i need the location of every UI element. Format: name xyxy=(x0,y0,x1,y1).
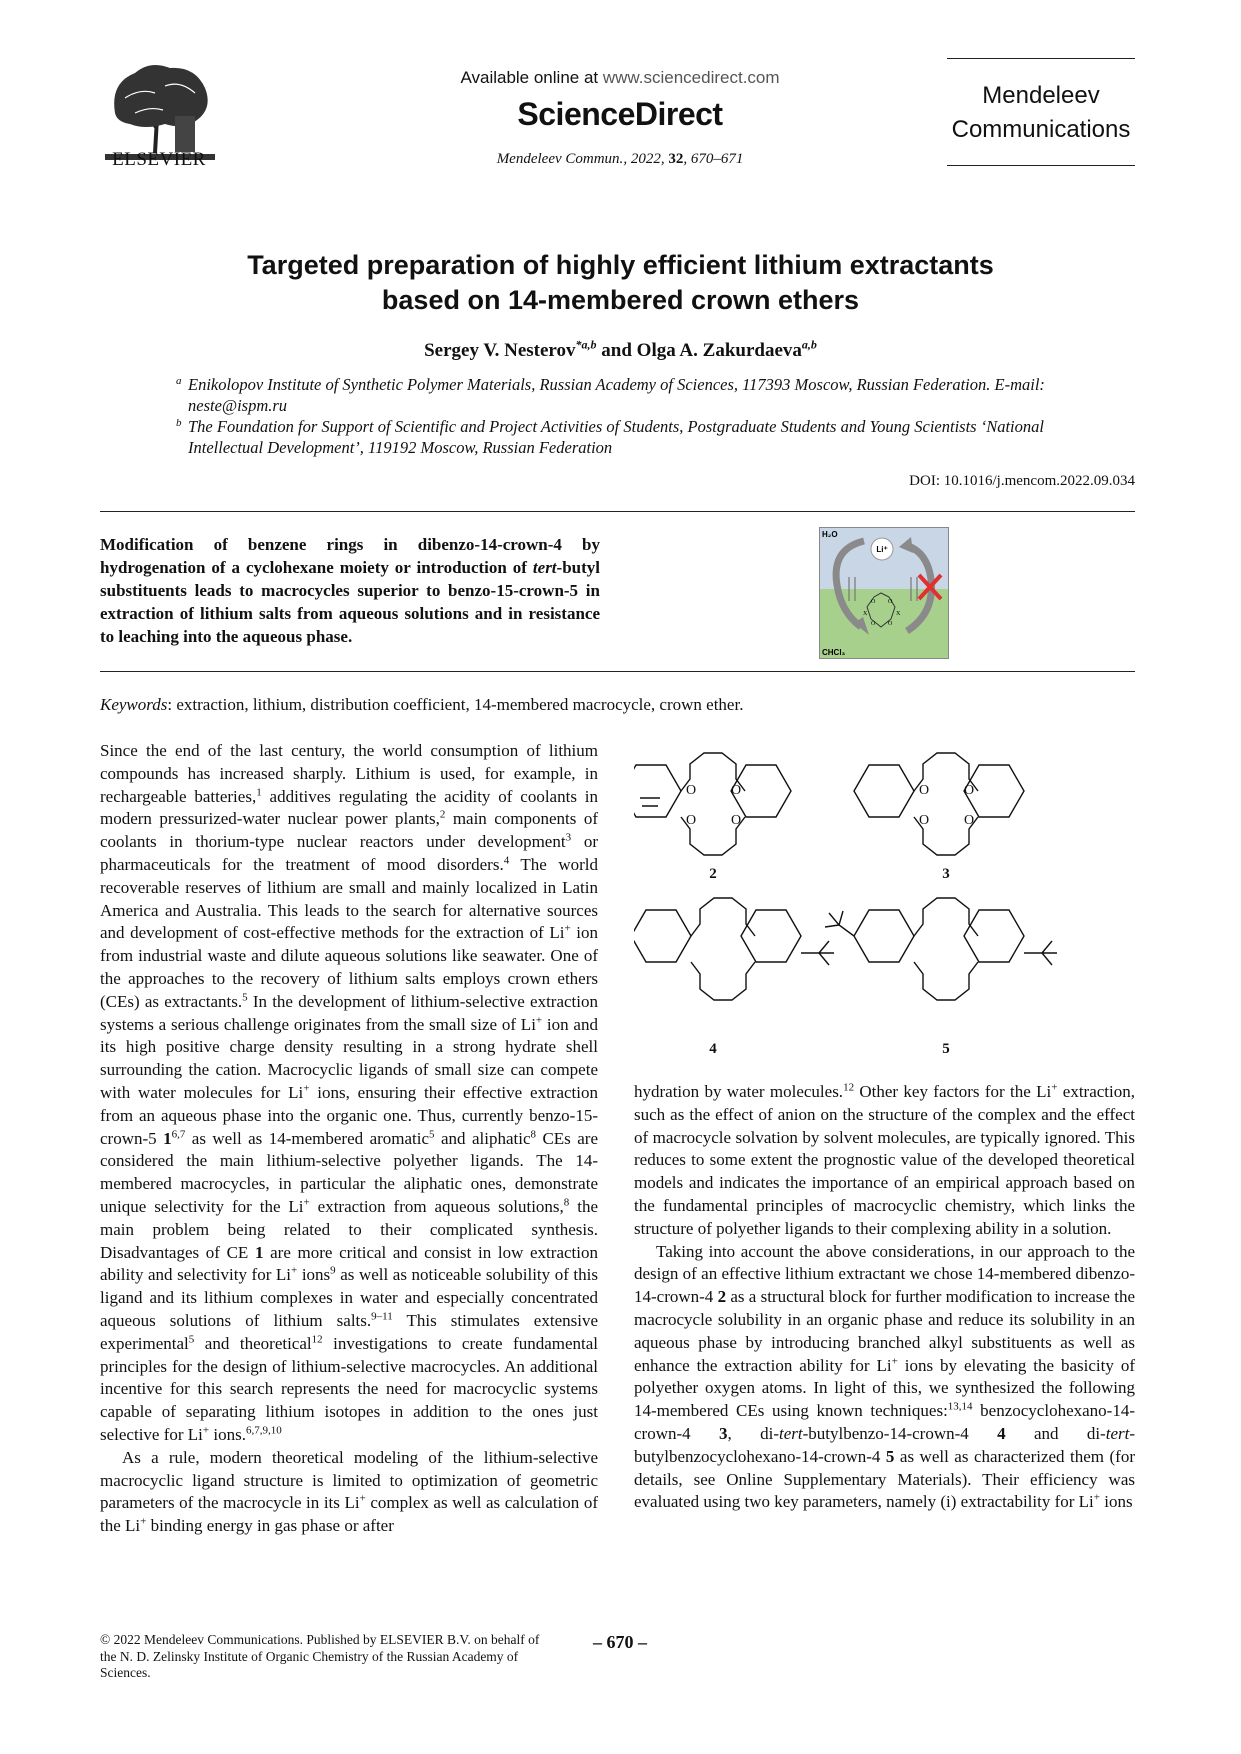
text-run: or pharmaceuticals for the treatment of mood disorders. xyxy=(100,832,598,874)
author-affiliation-marks: a,b xyxy=(801,337,817,352)
atom-o: O xyxy=(686,783,697,798)
atom-o: O xyxy=(964,783,975,798)
publisher-logo-text: ELSEVIER xyxy=(112,149,206,170)
text-run: and aliphatic xyxy=(434,1128,531,1148)
text-run: ions xyxy=(297,1265,331,1285)
text-run: The world recoverable reserves of lithium are small and mainly localized in Latin America and Australia. This leads to the search for alternative sources and development of cost-effective methods for the extraction of Li xyxy=(100,854,598,943)
citation-superscript: + xyxy=(291,1264,298,1277)
citation-line xyxy=(380,151,860,168)
citation-journal: Mendeleev Commun. xyxy=(496,151,624,167)
text-run: as a structural block for further modification to increase the macrocycle solubility in an organic phase and reduce its solubility in an aqueous phase by introducing branched alkyl substituents as well as enhance the extraction ability for Li xyxy=(634,1287,1135,1375)
citation-year: , 2022, xyxy=(623,151,669,167)
citation-superscript: 9–11 xyxy=(371,1310,393,1323)
keywords-label: Keywords xyxy=(100,695,168,714)
compound-label: 4 xyxy=(709,1041,717,1057)
paragraph xyxy=(634,1241,1135,1515)
text-run: ions, ensuring their effective extraction from an aqueous phase into the organic one. Thus, currently benzo-15-crown-5 xyxy=(100,1082,598,1148)
ga-atom-o: O xyxy=(871,621,876,627)
text-run: hydration by water molecules. xyxy=(634,1082,844,1101)
ga-atom-o: O xyxy=(888,621,893,627)
text-run: binding energy in gas phase or after xyxy=(146,1516,394,1536)
text-run: additives regulating the acidity of coolants in modern pressurized-water nuclear power plants, xyxy=(100,786,598,829)
citation-pages: , 670–671 xyxy=(683,151,744,167)
available-prefix: Available online at xyxy=(460,68,599,87)
compound-label: 2 xyxy=(709,866,717,882)
compound-number: 4 xyxy=(997,1423,1006,1443)
graphical-abstract-image xyxy=(819,527,949,659)
author-line xyxy=(140,337,1101,362)
citation-superscript: + xyxy=(564,922,571,935)
text-run: ions by elevating the basicity of polyether oxygen atoms. In light of this, we synthesized the following 14-membered CEs using known techniques: xyxy=(634,1355,1135,1421)
text-run: main components of coolants in thorium-type nuclear reactors under development xyxy=(100,809,598,852)
text-run: and theoretical xyxy=(194,1333,312,1353)
author-name: Olga A. Zakurdaeva xyxy=(636,340,802,361)
affiliation-text: Enikolopov Institute of Synthetic Polymer Materials, Russian Academy of Sciences, 117393 Moscow, Russian Federation. E-mail: neste@ispm.ru xyxy=(188,375,1045,415)
divider xyxy=(100,511,1135,512)
citation-superscript: 8 xyxy=(563,1196,570,1209)
text-run: the main problem being related to their complicated synthesis. Disadvantages of CE xyxy=(100,1196,598,1262)
body-column-right xyxy=(634,1081,1135,1514)
ga-text-italic: tert xyxy=(532,558,557,577)
affiliation-text: The Foundation for Support of Scientific and Project Activities of Students, Postgraduate Students and Young Scientists ‘National Intellectual Development’, 119192 Moscow, Russian Federation xyxy=(188,417,1044,457)
atom-o: O xyxy=(731,813,742,828)
compound-number: 1 xyxy=(254,1242,264,1262)
citation-superscript: 5 xyxy=(188,1333,195,1346)
available-online-line xyxy=(380,68,860,88)
citation-superscript: + xyxy=(1093,1491,1100,1504)
doi[interactable]: DOI: 10.1016/j.mencom.2022.09.034 xyxy=(909,473,1135,489)
author-name: Sergey V. Nesterov xyxy=(424,340,576,361)
ga-atom-x: X xyxy=(896,611,901,617)
text-run: and di- xyxy=(1005,1423,1106,1443)
text-run: This stimulates extensive experimental xyxy=(100,1310,598,1353)
structure-2 xyxy=(634,753,791,855)
citation-superscript: 13,14 xyxy=(947,1400,973,1413)
text-run: complex as well as calculation of the Li xyxy=(100,1493,598,1536)
italic-term: tert xyxy=(778,1423,803,1443)
text-run: as well as 14-membered aromatic xyxy=(185,1128,430,1148)
structure-5 xyxy=(825,898,1057,1000)
page-number: – 670 – xyxy=(593,1632,647,1652)
atom-o: O xyxy=(731,783,742,798)
citation-superscript: 1 xyxy=(256,785,262,798)
atom-o: O xyxy=(919,813,930,828)
citation-superscript: + xyxy=(303,1082,310,1095)
platform-name: ScienceDirect xyxy=(517,96,723,132)
compound-label: 5 xyxy=(942,1041,950,1057)
citation-superscript: 8 xyxy=(530,1127,537,1140)
water-label: H₂O xyxy=(822,530,838,539)
ga-text-part: -butyl substituents leads to macrocycles superior to benzo-15-crown-5 in extraction of lithium salts from aqueous solutions and in resistance to leaching into the aqueous phase. xyxy=(100,558,600,646)
citation-superscript: 3 xyxy=(565,831,572,844)
ga-text-part: Modification of benzene rings in dibenzo-14-crown-4 by hydrogenation of a cyclohexane moiety or introduction of xyxy=(100,535,600,577)
citation-superscript: 9 xyxy=(330,1264,336,1277)
atom-o: O xyxy=(686,813,697,828)
atom-o: O xyxy=(964,813,975,828)
text-run: Since the end of the last century, the world consumption of lithium compounds has increased sharply. Lithium is used, for example, in rechargeable batteries, xyxy=(100,741,598,806)
journal-name xyxy=(947,79,1135,147)
citation-superscript: + xyxy=(359,1492,366,1505)
citation-superscript: 4 xyxy=(503,854,510,867)
journal-name-line2: Communications xyxy=(951,116,1131,143)
compound-number: 5 xyxy=(885,1446,895,1466)
journal-name-box xyxy=(947,58,1135,166)
citation-superscript: 5 xyxy=(429,1127,435,1140)
paragraph xyxy=(100,1447,598,1538)
compound-number: 1 xyxy=(163,1128,172,1148)
journal-name-line1: Mendeleev xyxy=(982,82,1100,109)
divider xyxy=(100,671,1135,672)
text-run: as well as noticeable solubility of this ligand and its lithium complexes in water and especially concentrated aqueous solutions of lithium salts. xyxy=(100,1265,598,1330)
text-run: as well as characterized them (for details, see Online Supplementary Materials). Their efficiency was evaluated using two key parameters, namely (i) extractability for Li xyxy=(634,1446,1135,1512)
title-line2: based on 14-membered crown ethers xyxy=(381,285,860,315)
affiliation-a xyxy=(176,374,1068,416)
citation-superscript: 12 xyxy=(843,1081,855,1094)
keywords-text: : extraction, lithium, distribution coefficient, 14-membered macrocycle, crown ether. xyxy=(167,695,744,714)
citation-superscript: + xyxy=(891,1354,898,1367)
body-column-left xyxy=(100,740,598,1538)
citation-superscript: 6,7,9,10 xyxy=(245,1424,282,1437)
paragraph xyxy=(634,1081,1135,1241)
citation-superscript: + xyxy=(535,1013,543,1026)
citation-superscript: 6,7 xyxy=(171,1127,186,1140)
text-run: ion from industrial waste and dilute aqueous solutions like seawater. One of the approaches to the recovery of lithium salts employs crown ethers (CEs) as extractants. xyxy=(100,923,598,1011)
text-run: investigations to create fundamental principles for the design of lithium-selective macrocycles. An additional incentive for this search represents the need for macrocyclic systems capable of separating lithium isotopes in addition to the ones just selective for Li xyxy=(100,1333,598,1444)
text-run: are more critical and consist in low extraction ability and selectivity for Li xyxy=(100,1242,598,1285)
compound-label: 3 xyxy=(942,866,950,882)
compound-number: 2 xyxy=(717,1287,727,1307)
text-run: extraction from aqueous solutions, xyxy=(309,1196,564,1216)
affiliation-mark: a xyxy=(176,375,182,387)
author-separator: and xyxy=(596,340,637,361)
author-affiliation-marks: *a,b xyxy=(575,337,597,352)
text-run: In the development of lithium-selective extraction systems a serious challenge originates from the small size of Li xyxy=(100,991,598,1034)
citation-superscript: 12 xyxy=(311,1333,323,1346)
keywords-line xyxy=(100,695,1135,715)
text-run: -butylbenzocyclohexano-14-crown-4 xyxy=(634,1423,1136,1466)
paragraph xyxy=(100,740,598,1447)
structure-4 xyxy=(634,898,834,1000)
chloroform-label: CHCl₃ xyxy=(822,648,846,657)
ga-atom-o: O xyxy=(888,599,893,605)
title-line1: Targeted preparation of highly efficient lithium extractants xyxy=(247,250,994,280)
citation-superscript: + xyxy=(1051,1081,1058,1094)
ga-atom-o: O xyxy=(871,599,876,605)
text-run: ions. xyxy=(209,1424,246,1444)
text-run: Other key factors for the Li xyxy=(854,1082,1052,1101)
compound-number: 3 xyxy=(719,1423,728,1443)
citation-superscript: 5 xyxy=(242,991,248,1004)
text-run: As a rule, modern theoretical modeling of the lithium-selective macrocyclic ligand structure is limited to optimization of geometric parameters of the macrocycle in its Li xyxy=(100,1447,598,1513)
citation-volume: 32 xyxy=(668,151,684,167)
text-run: , di- xyxy=(727,1423,779,1443)
affiliation-mark: b xyxy=(176,417,182,429)
text-run: extraction, such as the effect of anion on the structure of the complex and the effect of macrocycle solvation by solvent molecules, are typically ignored. This reduces to some extent the prognostic value of the developed theoretical models and indicates the importance of an empirical approach based on the fundamental principles of macrocyclic chemistry, which links the structure of polyether ligands to their complexing ability in a solution. xyxy=(634,1082,1135,1238)
copyright-notice: © 2022 Mendeleev Communications. Published by ELSEVIER B.V. on behalf of the N. D. Zelinsky Institute of Organic Chemistry of the Russian Academy of Sciences. xyxy=(100,1632,540,1680)
chemical-structures-figure xyxy=(634,748,1135,1062)
text-run: ion and its high positive charge density resulting in a strong hydrate shell surrounding the cation. Macrocyclic ligands of small size can compete with water molecules for Li xyxy=(100,1014,598,1102)
text-run: -butylbenzo-14-crown-4 xyxy=(802,1423,998,1443)
citation-superscript: + xyxy=(140,1515,147,1528)
graphical-abstract-text xyxy=(100,533,600,648)
text-run: Taking into account the above considerations, in our approach to the design of an effective lithium extractant we chose 14-membered dibenzo-14-crown-4 xyxy=(634,1241,1135,1307)
italic-term: tert xyxy=(1105,1423,1130,1443)
citation-superscript: + xyxy=(303,1196,310,1209)
lithium-ion-label: Li⁺ xyxy=(876,545,888,554)
article-title xyxy=(140,248,1101,318)
atom-o: O xyxy=(919,783,930,798)
affiliation-b xyxy=(176,416,1068,458)
text-run: benzocyclohexano-14-crown-4 xyxy=(634,1401,1135,1443)
citation-superscript: 2 xyxy=(439,808,446,821)
citation-superscript: + xyxy=(202,1424,210,1437)
text-run: ions xyxy=(1100,1492,1133,1512)
text-run: CEs are considered the main lithium-selective polyether ligands. The 14-membered macrocycles, in particular the aliphatic ones, demonstrate unique selectivity for the Li xyxy=(100,1128,598,1216)
structure-3 xyxy=(854,753,1024,855)
sciencedirect-url[interactable]: www.sciencedirect.com xyxy=(602,68,780,87)
ga-atom-x: X xyxy=(863,611,868,617)
